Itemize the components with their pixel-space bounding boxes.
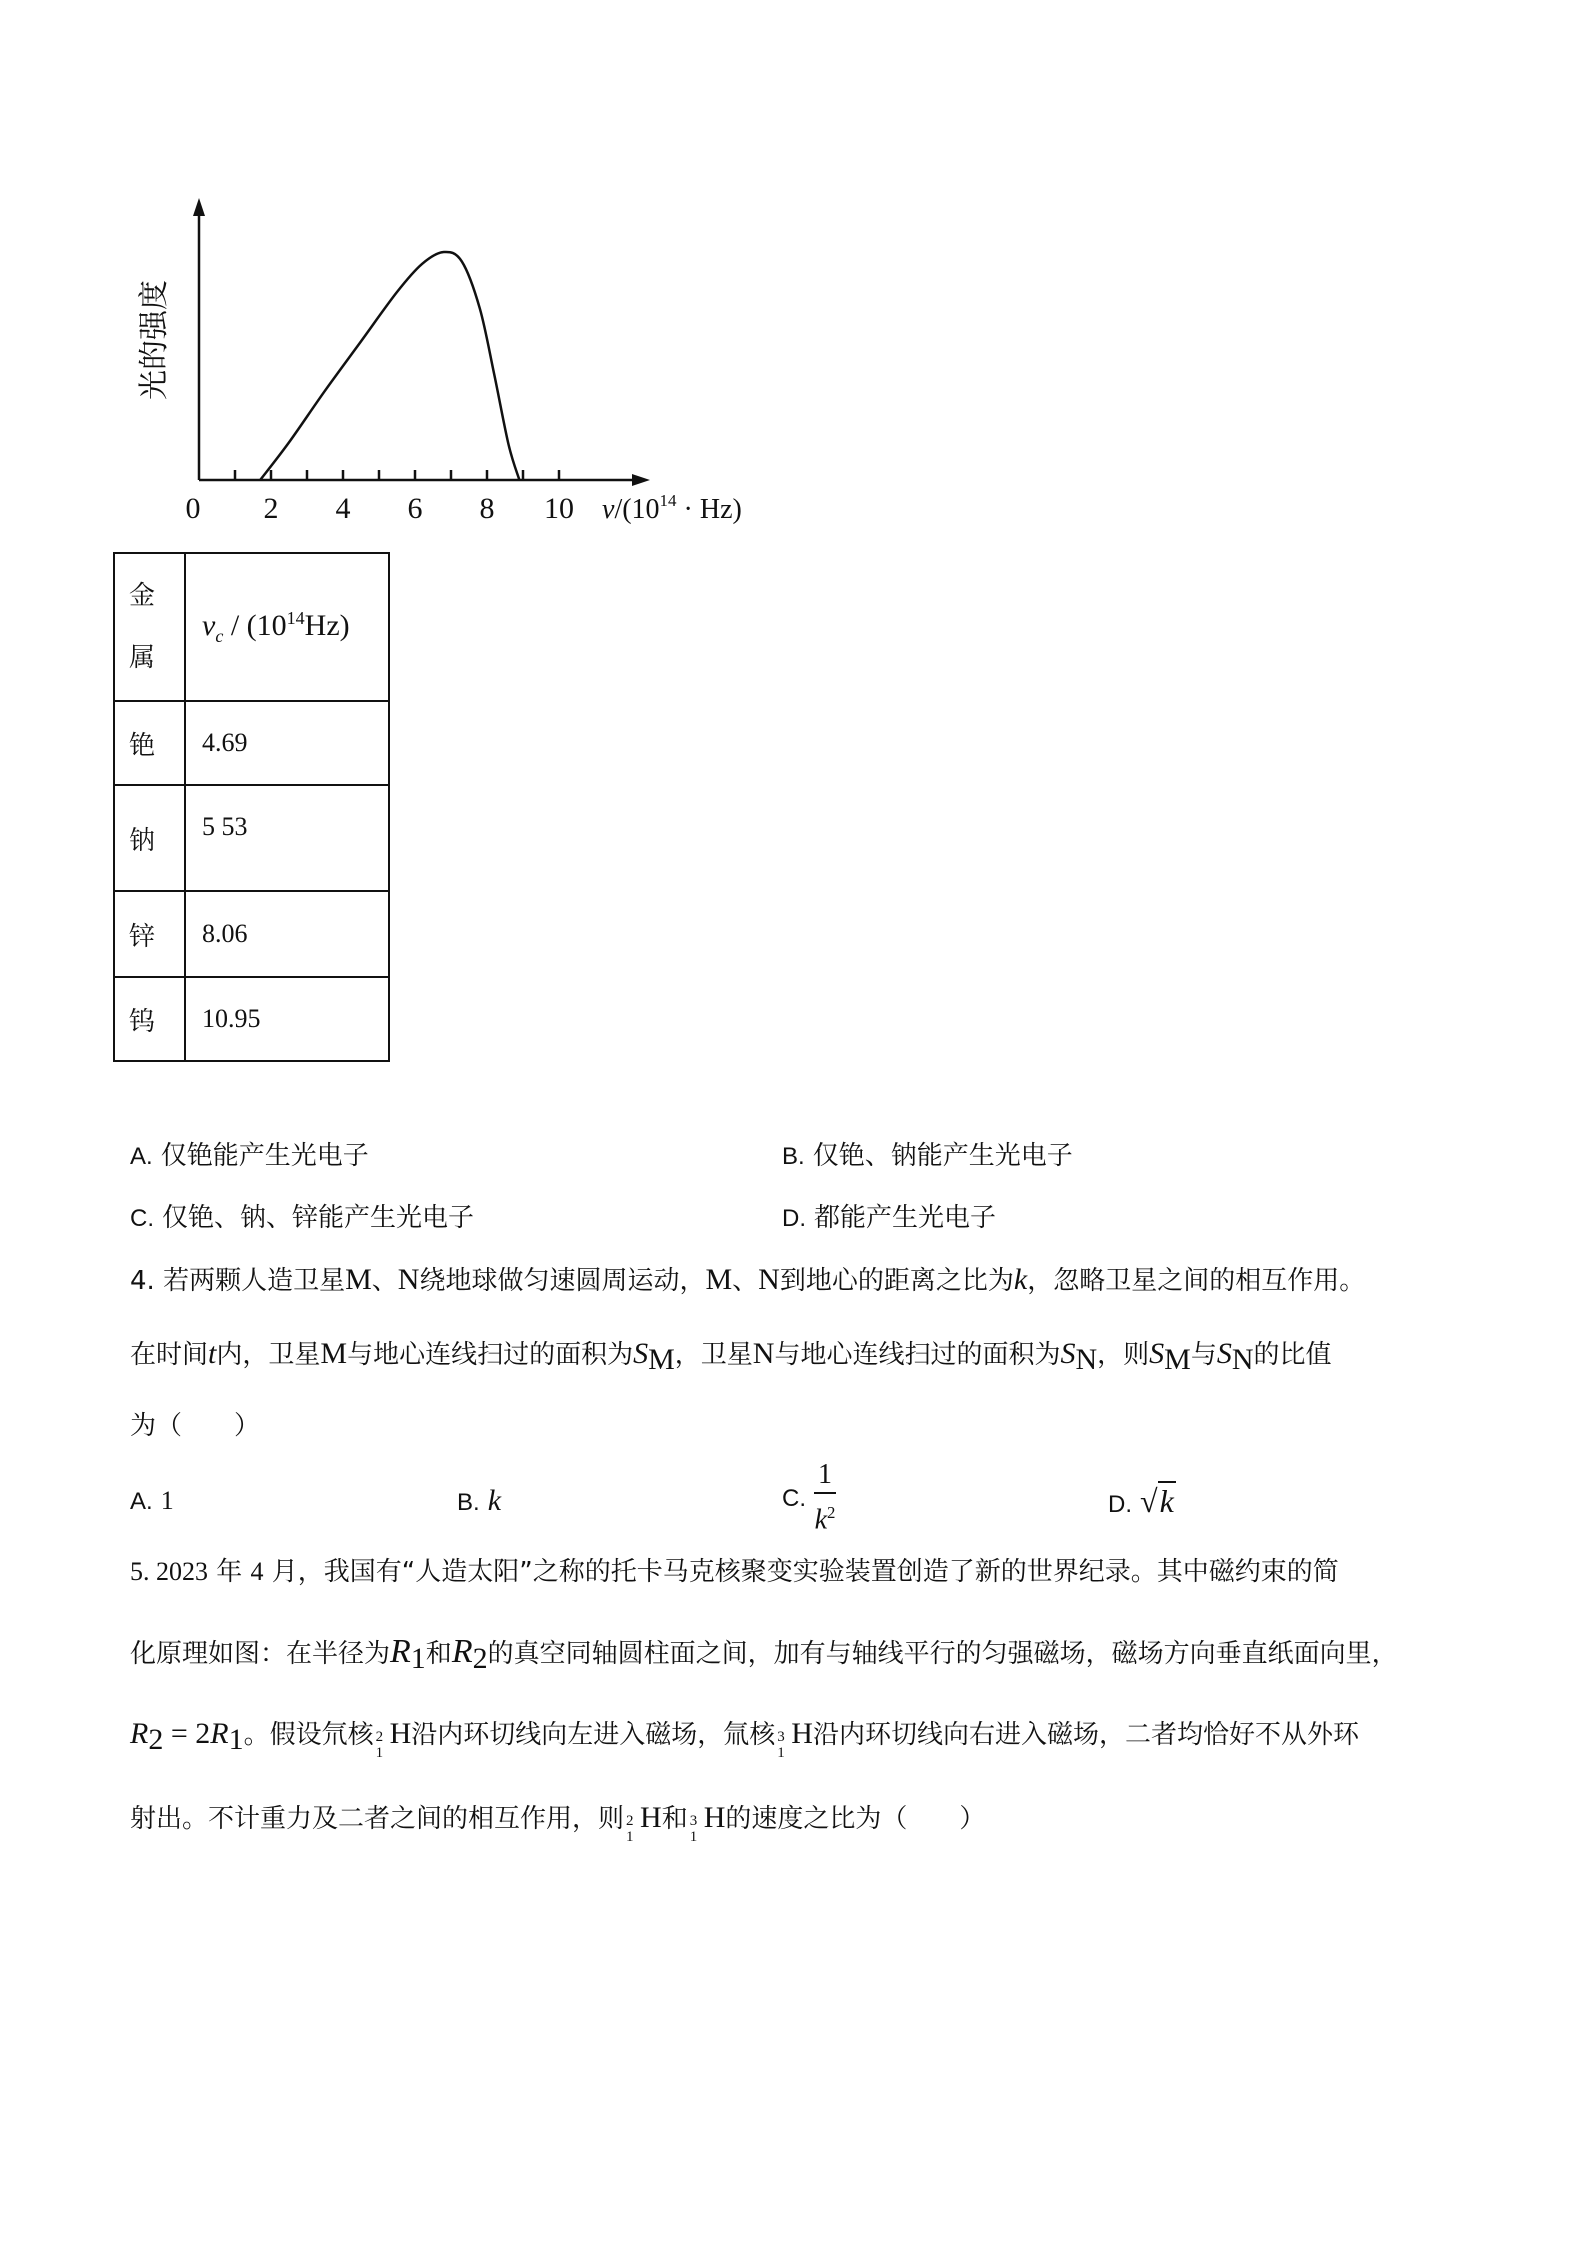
q4-text: 与: [1190, 1340, 1217, 1370]
option-text: 都能产生光电子: [814, 1203, 997, 1233]
x-axis-unit-exp: 14: [659, 491, 677, 510]
mass-number: 2: [626, 1813, 634, 1829]
triton-notation: [688, 1803, 704, 1845]
table-row: [114, 977, 389, 1061]
q4-sym: M: [320, 1337, 348, 1370]
q4-text: 到地心的距离之比为: [779, 1266, 1014, 1296]
atomic-number: 1: [626, 1829, 634, 1845]
q4-option-b: [457, 1481, 501, 1523]
fraction-numerator: 1: [814, 1458, 836, 1494]
q5-sym: H: [640, 1801, 662, 1834]
cutoff-frequency-table: [113, 552, 390, 1062]
option-text: 1: [160, 1486, 174, 1515]
q4-sub: N: [1075, 1343, 1098, 1377]
q4-text: 内，卫星: [216, 1340, 321, 1370]
q3-option-b: [782, 1136, 1073, 1177]
q4-sym: S: [633, 1337, 649, 1370]
q5-text: 5. 2023: [130, 1557, 208, 1586]
q5-sym: H: [703, 1801, 726, 1834]
q4-sub: N: [1231, 1343, 1254, 1377]
q4-sym: N: [752, 1337, 775, 1370]
q4-sym: N: [397, 1263, 420, 1296]
q4-option-d: [1108, 1481, 1176, 1525]
q4-sym: M: [705, 1263, 733, 1296]
frequency-cell: 5 53: [185, 785, 389, 891]
q4-option-a: [130, 1481, 174, 1522]
option-label: D.: [1108, 1491, 1132, 1518]
x-axis-arrow: [632, 474, 650, 486]
table-header-frequency: [185, 553, 389, 701]
q4-sym: k: [1013, 1263, 1028, 1296]
q4-text: 的比值: [1253, 1340, 1332, 1370]
y-axis-label: 光的强度: [137, 280, 172, 400]
q5-sub: 2: [148, 1723, 164, 1757]
q5-line-1: [130, 1552, 1339, 1592]
q4-line-1: [130, 1260, 1365, 1301]
q4-sym: N: [758, 1263, 780, 1296]
q4-sub: M: [1164, 1343, 1191, 1377]
table-header-metal: [114, 553, 185, 701]
x-tick-label: 6: [407, 492, 423, 525]
option-text: 仅铯、钠、锌能产生光电子: [162, 1203, 475, 1233]
q5-line-3: [130, 1714, 1359, 1760]
q5-sym: = 2: [163, 1717, 211, 1750]
x-axis-unit-close: · Hz): [676, 494, 742, 525]
y-axis-arrow: [193, 198, 205, 216]
x-axis-label: [602, 491, 742, 525]
mass-number: 3: [689, 1813, 698, 1829]
q5-text: 沿内环切线向左进入磁场，氚核: [411, 1720, 776, 1750]
q4-sym: M: [345, 1263, 372, 1296]
q5-text: 4: [250, 1557, 264, 1586]
intensity-frequency-chart: [120, 190, 780, 550]
q4-text: ，卫星: [674, 1340, 753, 1370]
mass-number: 2: [375, 1729, 384, 1745]
q4-text: 与地心连线扫过的面积为: [347, 1340, 634, 1370]
header-unit-open: / (10: [223, 608, 287, 642]
q5-line-4: [130, 1798, 986, 1845]
header-var: ν: [202, 608, 216, 642]
sqrt-radicand: k: [1159, 1483, 1174, 1519]
q4-option-c: [782, 1458, 836, 1539]
q4-text: 为（ ）: [130, 1411, 261, 1441]
intensity-curve: [260, 252, 519, 480]
q4-line-2: [130, 1334, 1332, 1380]
q5-sym: H: [389, 1717, 412, 1750]
q4-sym: S: [1149, 1337, 1165, 1370]
q3-option-d: [782, 1198, 996, 1239]
x-tick-label: 10: [544, 492, 574, 525]
x-axis-unit-open: /(10: [614, 494, 660, 525]
x-tick-labels: [186, 492, 575, 525]
q4-text: 在时间: [130, 1340, 209, 1370]
header-unit-close: Hz): [304, 608, 350, 642]
q4-text: ，则: [1097, 1340, 1150, 1370]
q5-text: 月，我国有“人造太阳”之称的托卡马克核聚变实验装置创造了新的世界纪录。其中磁约束的简: [263, 1557, 1339, 1587]
frequency-cell: 4.69: [185, 701, 389, 785]
q5-text: 年: [208, 1557, 251, 1587]
chart-axes: [193, 198, 650, 486]
q4-text: 绕地球做匀速圆周运动，: [419, 1266, 706, 1296]
q4-sym: S: [1060, 1337, 1076, 1370]
q4-sym: S: [1216, 1337, 1232, 1370]
q5-text: 沿内环切线向右进入磁场，二者均恰好不从外环: [812, 1720, 1359, 1750]
fraction-denominator: [814, 1494, 836, 1539]
den-exp: 2: [827, 1503, 836, 1522]
mass-number: 3: [777, 1729, 785, 1745]
sqrt-symbol: √k: [1140, 1483, 1174, 1519]
metal-cell: 钨: [114, 977, 185, 1061]
option-fraction: [814, 1458, 836, 1539]
atomic-number: 1: [375, 1745, 384, 1761]
option-label: C.: [130, 1205, 154, 1232]
header-char-1: 金: [129, 581, 156, 611]
q4-line-3: [130, 1406, 260, 1446]
q4-text: 与地心连线扫过的面积为: [774, 1340, 1061, 1370]
q4-text: ，忽略卫星之间的相互作用。: [1027, 1266, 1366, 1296]
q5-sym: R: [390, 1633, 411, 1670]
option-text: 仅铯、钠能产生光电子: [812, 1141, 1073, 1171]
atomic-number: 1: [777, 1745, 785, 1761]
table-row: [114, 701, 389, 785]
q4-sym: t: [208, 1337, 217, 1370]
q5-text: 射出。不计重力及二者之间的相互作用，则: [130, 1804, 625, 1834]
table-row: [114, 891, 389, 977]
q3-option-c: [130, 1198, 474, 1239]
q4-text: 4. 若两颗人造卫星: [130, 1266, 346, 1296]
q5-line-2: [130, 1632, 1398, 1679]
option-label: A.: [130, 1488, 153, 1515]
table-header-row: [114, 553, 389, 701]
metal-cell: 铯: [114, 701, 185, 785]
q5-sym: R: [210, 1717, 229, 1750]
q5-text: 的真空同轴圆柱面之间，加有与轴线平行的匀强磁场，磁场方向垂直纸面向里，: [487, 1639, 1398, 1669]
frequency-cell: 8.06: [185, 891, 389, 977]
q5-text: 和: [425, 1639, 452, 1669]
q5-text: 化原理如图：在半径为: [130, 1639, 391, 1669]
den-var: k: [814, 1504, 828, 1536]
q4-text: 、: [732, 1266, 759, 1296]
x-axis-var: ν: [602, 494, 615, 525]
metal-cell: 锌: [114, 891, 185, 977]
deuteron-notation: [374, 1719, 390, 1761]
option-label: B.: [782, 1143, 805, 1170]
option-label: D.: [782, 1205, 806, 1232]
q4-text: 、: [371, 1266, 398, 1296]
table-row: [114, 785, 389, 891]
q5-sym: H: [791, 1717, 813, 1750]
header-unit-exp: 14: [286, 607, 305, 628]
x-axis-ticks: [235, 470, 559, 480]
atomic-number: 1: [689, 1829, 698, 1845]
q5-sym: R: [130, 1717, 149, 1750]
q5-sub: 2: [472, 1642, 488, 1676]
x-tick-label: 8: [479, 492, 495, 525]
header-var-sub: c: [215, 625, 224, 646]
q4-sub: M: [648, 1343, 675, 1377]
q5-text: 。假设氘核: [243, 1720, 374, 1750]
option-label: B.: [457, 1489, 480, 1516]
deuteron-notation: [624, 1803, 640, 1845]
frequency-cell: 10.95: [185, 977, 389, 1061]
q3-option-a: [130, 1136, 369, 1177]
q5-sub: 1: [410, 1642, 426, 1676]
option-text: k: [487, 1484, 502, 1517]
triton-notation: [775, 1719, 791, 1761]
x-tick-label: 0: [185, 492, 201, 525]
option-label: C.: [782, 1484, 806, 1512]
x-tick-label: 4: [335, 492, 351, 525]
q5-sym: R: [451, 1633, 473, 1670]
option-label: A.: [130, 1143, 153, 1170]
option-text: 仅铯能产生光电子: [160, 1141, 369, 1171]
metal-cell: 钠: [114, 785, 185, 891]
x-tick-label: 2: [263, 492, 279, 525]
header-char-2: 属: [129, 643, 156, 673]
q5-text: 的速度之比为（ ）: [725, 1804, 986, 1834]
q5-sub: 1: [228, 1723, 244, 1757]
q5-text: 和: [661, 1804, 688, 1834]
